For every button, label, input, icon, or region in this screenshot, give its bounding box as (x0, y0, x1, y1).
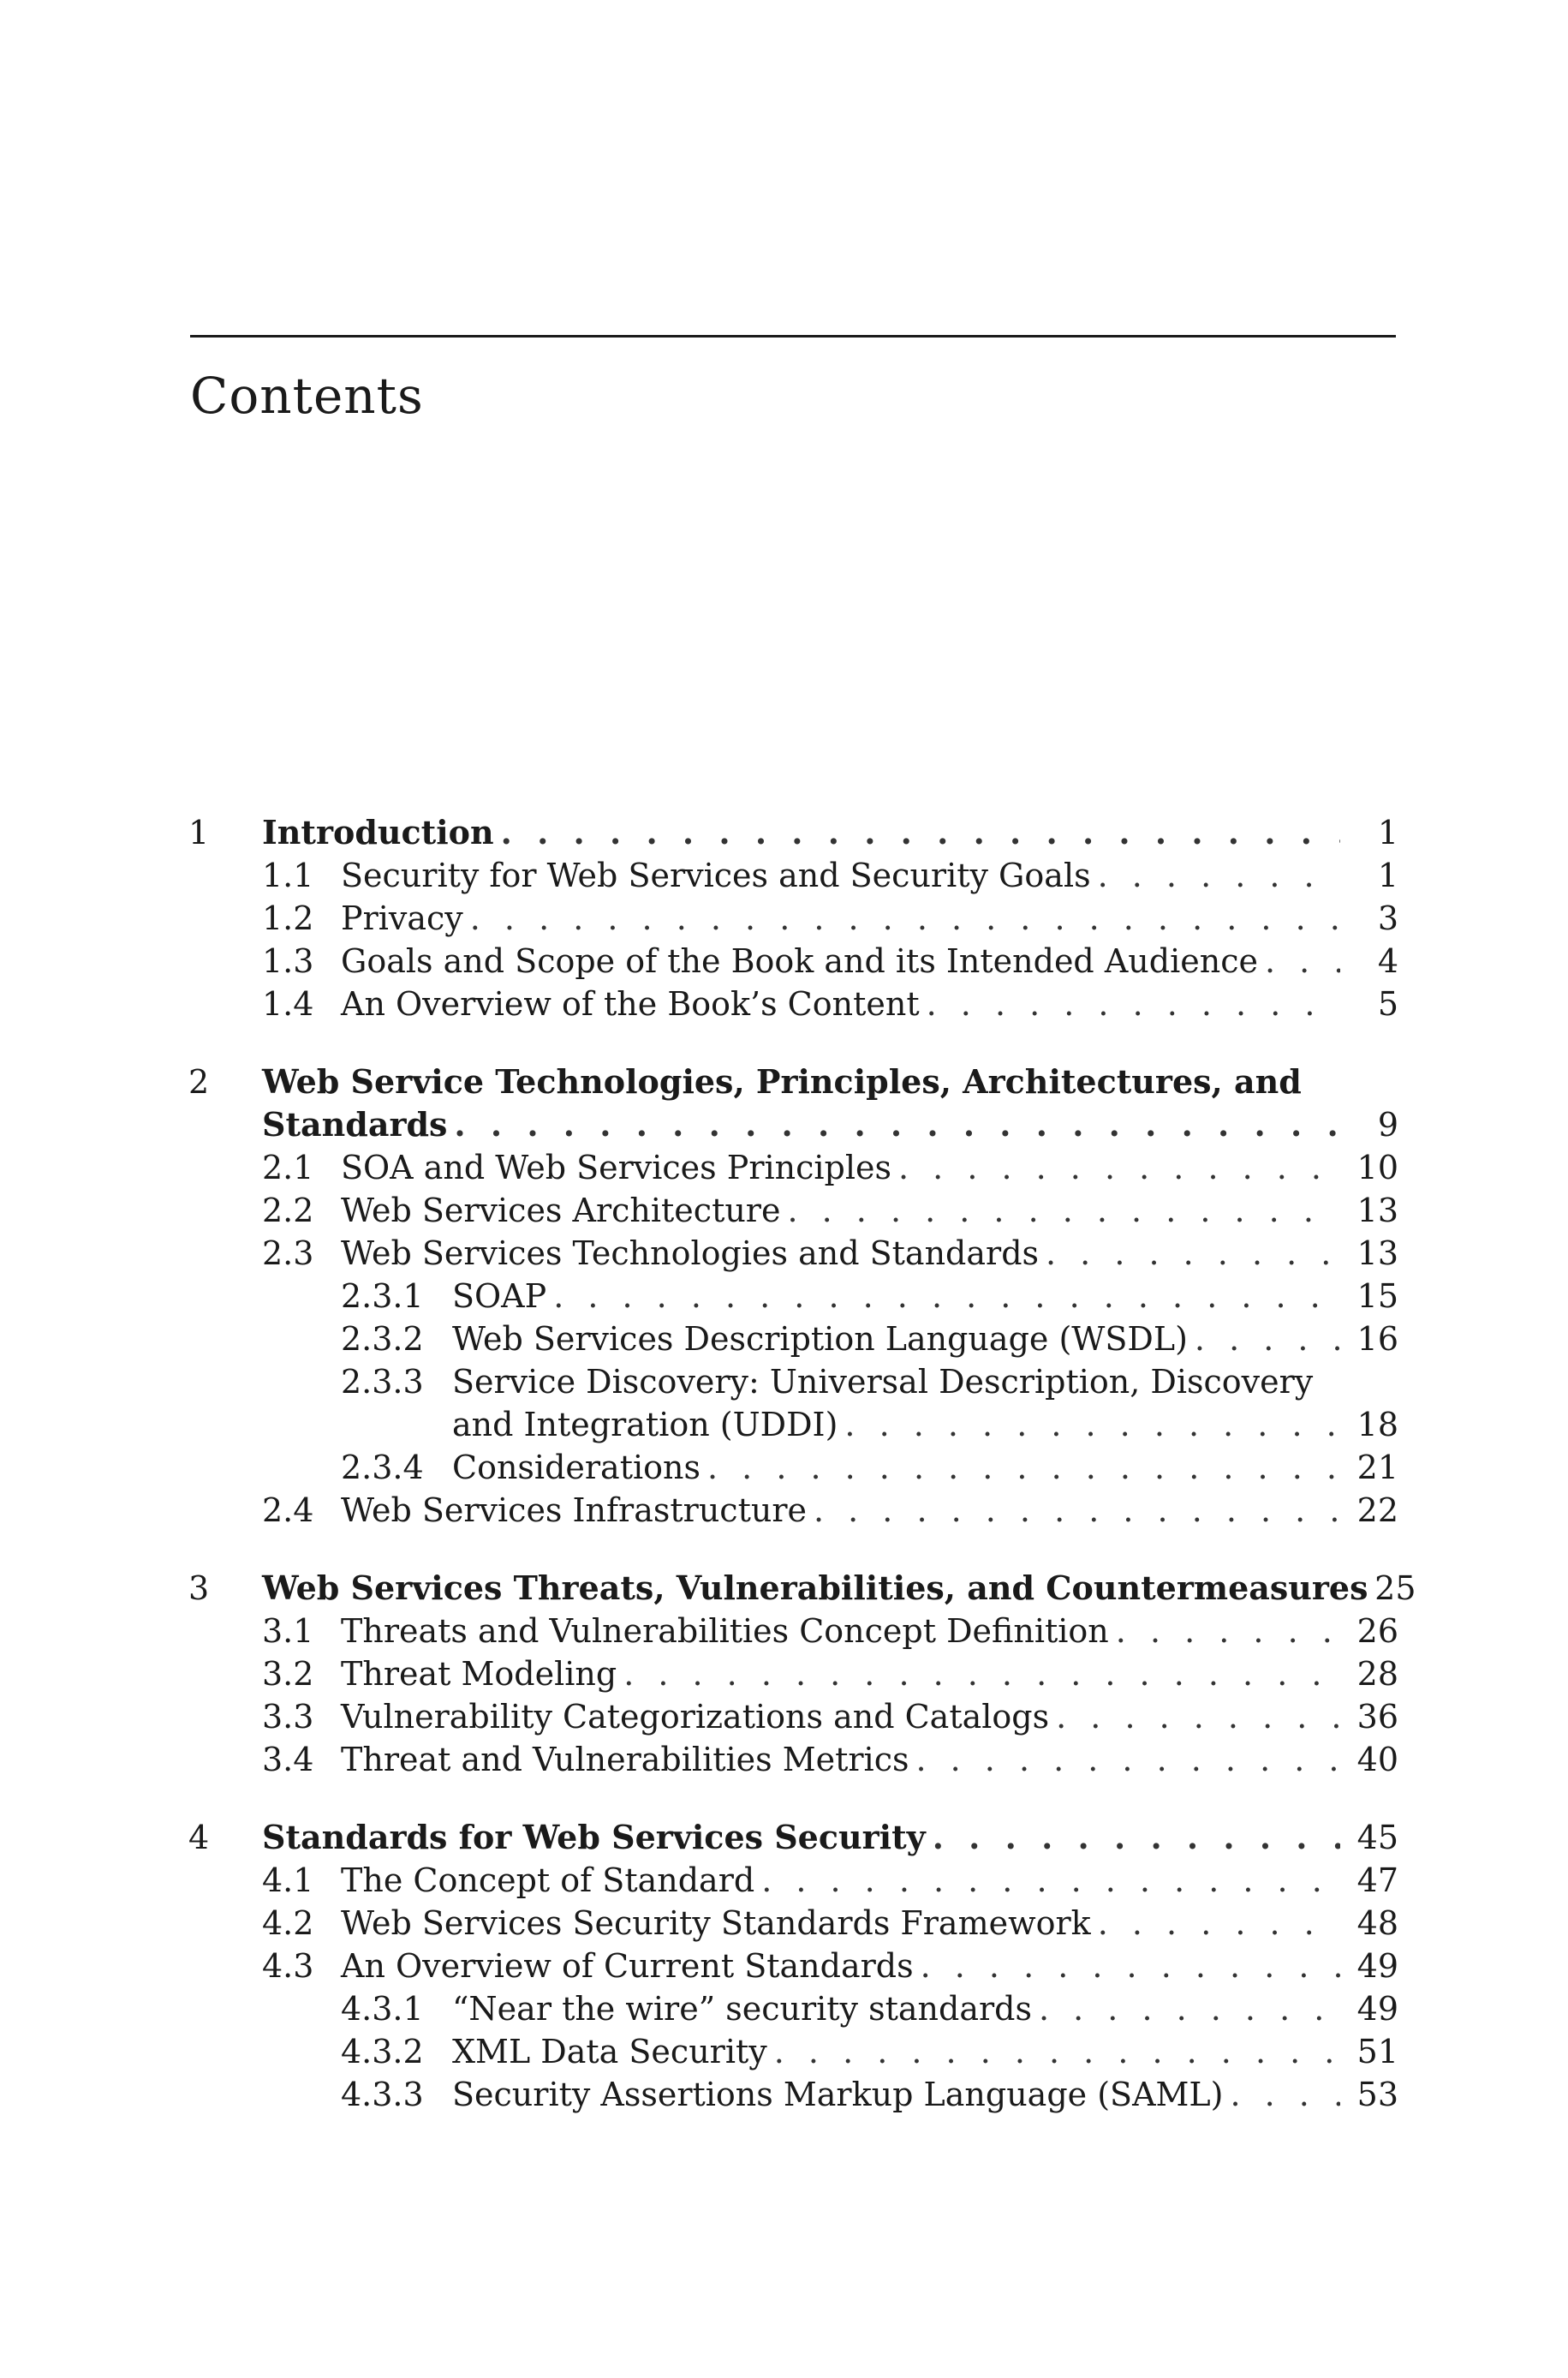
leader-dots (787, 1189, 1340, 1232)
section-number: 1.3 (262, 942, 314, 980)
page-number: 18 (1356, 1406, 1398, 1443)
page-number: 10 (1356, 1149, 1398, 1186)
toc-chapter-1[interactable] (178, 811, 1398, 854)
toc-section-3-3[interactable] (178, 1695, 1398, 1738)
toc-chapter-3[interactable] (178, 1567, 1416, 1610)
subsection-title: SOAP (452, 1277, 547, 1315)
leader-dots (1039, 1987, 1340, 2030)
leader-dots (553, 1275, 1340, 1317)
subsection-title: Web Services Description Language (WSDL) (452, 1320, 1188, 1358)
leader-dots (501, 811, 1340, 854)
toc-section-2-2[interactable] (178, 1189, 1398, 1232)
toc-section-3-4[interactable] (178, 1738, 1398, 1781)
chapter-title: Standards for Web Services Security (262, 1818, 926, 1856)
page-number: 21 (1356, 1449, 1398, 1486)
subsection-title: Security Assertions Markup Language (SAML) (452, 2076, 1224, 2113)
page-number: 28 (1356, 1655, 1398, 1693)
subsection-title: “Near the wire” security standards (452, 1990, 1032, 2028)
leader-dots (470, 897, 1340, 940)
toc-subsection-2-3-3[interactable] (178, 1360, 1398, 1403)
page-number: 51 (1356, 2033, 1398, 2070)
section-title: Web Services Infrastructure (341, 1491, 807, 1529)
subsection-number: 2.3.2 (341, 1320, 424, 1358)
subsection-title: XML Data Security (452, 2033, 767, 2070)
toc-section-1-4[interactable] (178, 983, 1398, 1025)
leader-dots (1265, 940, 1340, 983)
section-title: SOA and Web Services Principles (341, 1149, 892, 1186)
table-of-contents (178, 811, 1416, 2116)
leader-dots (1046, 1232, 1340, 1275)
section-number: 2.2 (262, 1192, 314, 1229)
toc-chapter-4[interactable] (178, 1816, 1398, 1859)
section-number: 4.2 (262, 1904, 314, 1942)
subsection-number: 2.3.3 (341, 1363, 424, 1401)
toc-section-4-2[interactable] (178, 1902, 1398, 1945)
page-number: 48 (1356, 1904, 1398, 1942)
toc-subsection-2-3-3-continued[interactable] (178, 1403, 1398, 1446)
page-title: Contents (190, 367, 424, 425)
subsection-title-line-2: and Integration (UDDI) (452, 1406, 838, 1443)
page-number: 5 (1377, 985, 1398, 1023)
page-number: 25 (1374, 1569, 1416, 1607)
section-title: Threats and Vulnerabilities Concept Definition (341, 1612, 1109, 1650)
header-rule (190, 335, 1396, 338)
section-title: An Overview of the Book’s Content (341, 985, 920, 1023)
chapter-title-line-1: Web Service Technologies, Principles, Architectures, and (262, 1062, 1302, 1101)
toc-chapter-2[interactable] (178, 1061, 1398, 1103)
section-title: Goals and Scope of the Book and its Intended Audience (341, 942, 1258, 980)
leader-dots (1056, 1695, 1340, 1738)
section-number: 2.3 (262, 1234, 314, 1272)
page-number: 26 (1356, 1612, 1398, 1650)
section-number: 3.1 (262, 1612, 314, 1650)
toc-subsection-2-3-2[interactable] (178, 1317, 1398, 1360)
page-number: 13 (1356, 1234, 1398, 1272)
leader-dots (933, 1816, 1340, 1859)
leader-dots (1098, 1902, 1340, 1945)
page-number: 1 (1377, 857, 1398, 894)
toc-section-4-3[interactable] (178, 1945, 1398, 1987)
page-number: 15 (1356, 1277, 1398, 1315)
chapter-title: Introduction (262, 813, 494, 851)
toc-section-2-3[interactable] (178, 1232, 1398, 1275)
section-number: 4.3 (262, 1947, 314, 1985)
section-title: Web Services Security Standards Framework (341, 1904, 1091, 1942)
chapter-number: 4 (188, 1819, 210, 1856)
toc-subsection-2-3-1[interactable] (178, 1275, 1398, 1317)
section-number: 1.1 (262, 857, 314, 894)
page-number: 49 (1356, 1990, 1398, 2028)
toc-subsection-4-3-2[interactable] (178, 2030, 1398, 2073)
chapter-title-line-2: Standards (262, 1105, 448, 1144)
page-number: 4 (1377, 942, 1398, 980)
leader-dots (915, 1738, 1340, 1781)
section-number: 1.4 (262, 985, 314, 1023)
toc-section-1-1[interactable] (178, 854, 1398, 897)
subsection-number: 4.3.3 (341, 2076, 424, 2113)
toc-section-1-3[interactable] (178, 940, 1398, 983)
section-title: The Concept of Standard (341, 1861, 755, 1899)
leader-dots (774, 2030, 1340, 2073)
leader-dots (898, 1146, 1340, 1189)
leader-dots (707, 1446, 1340, 1489)
leader-dots (844, 1403, 1340, 1446)
page-number: 9 (1377, 1106, 1398, 1144)
section-number: 1.2 (262, 899, 314, 937)
toc-subsection-4-3-1[interactable] (178, 1987, 1398, 2030)
subsection-title: Considerations (452, 1449, 701, 1486)
leader-dots (1195, 1317, 1340, 1360)
page-number: 49 (1356, 1947, 1398, 1985)
page-number: 22 (1356, 1491, 1398, 1529)
subsection-number: 4.3.2 (341, 2033, 424, 2070)
page-number: 53 (1356, 2076, 1398, 2113)
leader-dots (927, 983, 1340, 1025)
page-number: 13 (1356, 1192, 1398, 1229)
section-title: Privacy (341, 899, 463, 937)
page-number: 40 (1356, 1741, 1398, 1778)
page-number: 1 (1377, 814, 1398, 851)
toc-chapter-2-continued[interactable] (178, 1103, 1398, 1146)
toc-section-2-1[interactable] (178, 1146, 1398, 1189)
section-title: Threat Modeling (341, 1655, 617, 1693)
section-number: 2.4 (262, 1491, 314, 1529)
chapter-number: 2 (188, 1063, 210, 1101)
section-number: 2.1 (262, 1149, 314, 1186)
section-title: Security for Web Services and Security Goals (341, 857, 1091, 894)
leader-dots (761, 1859, 1340, 1902)
chapter-number: 3 (188, 1569, 210, 1607)
toc-section-2-4[interactable] (178, 1489, 1398, 1532)
section-title: An Overview of Current Standards (341, 1947, 914, 1985)
section-title: Web Services Architecture (341, 1192, 781, 1229)
page-number: 47 (1356, 1861, 1398, 1899)
leader-dots (1116, 1610, 1340, 1652)
section-number: 3.3 (262, 1698, 314, 1736)
section-number: 3.2 (262, 1655, 314, 1693)
toc-section-3-2[interactable] (178, 1652, 1398, 1695)
leader-dots (1098, 854, 1340, 897)
toc-subsection-4-3-3[interactable] (178, 2073, 1398, 2116)
subsection-number: 2.3.4 (341, 1449, 424, 1486)
leader-dots (623, 1652, 1340, 1695)
leader-dots (1230, 2073, 1340, 2116)
chapter-title: Web Services Threats, Vulnerabilities, and Countermeasures (262, 1568, 1368, 1607)
leader-dots (814, 1489, 1340, 1532)
subsection-title-line-1: Service Discovery: Universal Description, Discovery (452, 1363, 1314, 1401)
page-number: 3 (1377, 899, 1398, 937)
toc-section-4-1[interactable] (178, 1859, 1398, 1902)
section-title: Vulnerability Categorizations and Catalogs (341, 1698, 1050, 1736)
section-number: 3.4 (262, 1741, 314, 1778)
leader-dots (921, 1945, 1340, 1987)
toc-section-1-2[interactable] (178, 897, 1398, 940)
section-title: Threat and Vulnerabilities Metrics (341, 1741, 909, 1778)
section-title: Web Services Technologies and Standards (341, 1234, 1040, 1272)
toc-subsection-2-3-4[interactable] (178, 1446, 1398, 1489)
subsection-number: 4.3.1 (341, 1990, 424, 2028)
page-number: 45 (1356, 1819, 1398, 1856)
chapter-number: 1 (188, 814, 210, 851)
toc-section-3-1[interactable] (178, 1610, 1398, 1652)
section-number: 4.1 (262, 1861, 314, 1899)
page-number: 16 (1356, 1320, 1398, 1358)
page-number: 36 (1356, 1698, 1398, 1736)
leader-dots (454, 1103, 1340, 1146)
subsection-number: 2.3.1 (341, 1277, 424, 1315)
